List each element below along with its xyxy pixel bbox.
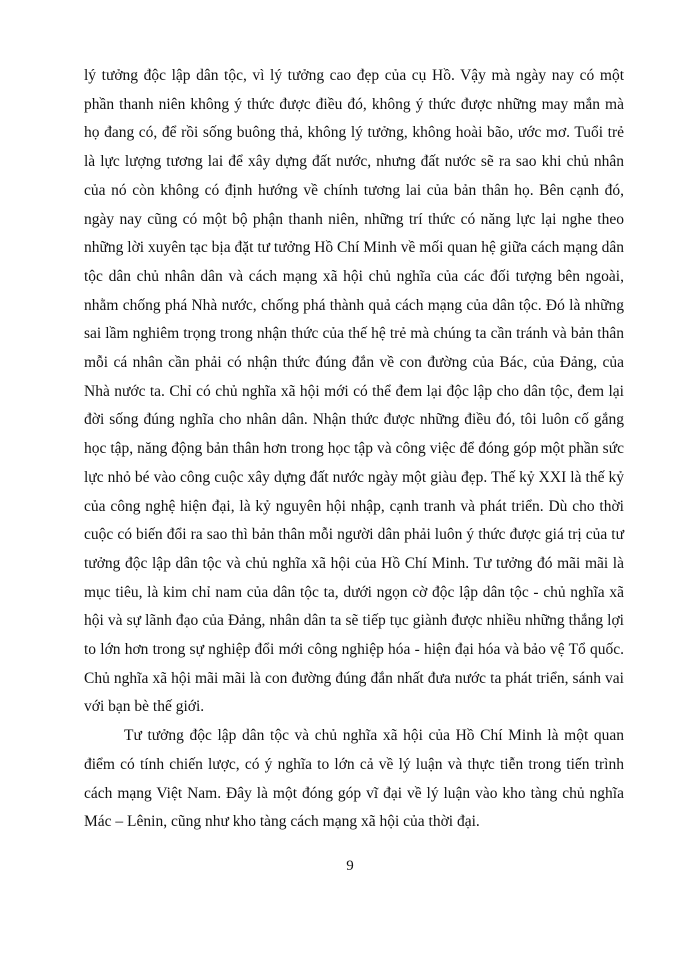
paragraph-1: lý tưởng độc lập dân tộc, vì lý tưởng cao đẹp của cụ Hồ. Vậy mà ngày nay có một phần thanh niên không ý thức được điều đó, không ý thức được những may mắn mà họ đang có, để rồi sống buông thả, không lý tưởng, không hoài bão, ước mơ. Tuổi trẻ là lực lượng tương lai để xây dựng đất nước, nhưng đất nước sẽ ra sao khi chủ nhân của nó còn không có định hướng về chính tương lai của bản thân họ. Bên cạnh đó, ngày nay cũng có một bộ phận thanh niên, những trí thức có năng lực lại nghe theo những lời xuyên tạc bịa đặt tư tưởng Hồ Chí Minh về mối quan hệ giữa cách mạng dân tộc dân chủ nhân dân và cách mạng xã hội chủ nghĩa của các đối tượng bên ngoài, nhằm chống phá Nhà nước, chống phá thành quả cách mạng của dân tộc. Đó là những sai lầm nghiêm trọng trong nhận thức của thế hệ trẻ mà chúng ta cần tránh và bản thân mỗi cá nhân cần phải có nhận thức đúng đắn về con đường của Bác, của Đảng, của Nhà nước ta. Chỉ có chủ nghĩa xã hội mới có thể đem lại độc lập cho dân tộc, đem lại đời sống đúng nghĩa cho nhân dân. Nhận thức được những điều đó, tôi luôn cố gắng học tập, năng động bản thân hơn trong học tập và công việc để đóng góp một phần sức lực nhỏ bé vào công cuộc xây dựng đất nước ngày một giàu đẹp. Thế kỷ XXI là thế kỷ của công nghệ hiện đại, là kỷ nguyên hội nhập, cạnh tranh và phát triển. Dù cho thời cuộc có biến đổi ra sao thì bản thân mỗi người dân phải luôn ý thức được giá trị của tư tưởng độc lập dân tộc và chủ nghĩa xã hội của Hồ Chí Minh. Tư tưởng đó mãi mãi là mục tiêu, là kim chỉ nam của dân tộc ta, dưới ngọn cờ độc lập dân tộc - chủ nghĩa xã hội và sự lãnh đạo của Đảng, nhân dân ta sẽ tiếp tục giành được nhiều những thắng lợi to lớn hơn trong sự nghiệp đổi mới công nghiệp hóa - hiện đại hóa và bảo vệ Tổ quốc. Chủ nghĩa xã hội mãi mãi là con đường đúng đắn nhất đưa nước ta phát triển, sánh vai với bạn bè thế giới. bbox=[84, 67, 624, 716]
paragraph-2: Tư tưởng độc lập dân tộc và chủ nghĩa xã hội của Hồ Chí Minh là một quan điểm có tính chiến lược, có ý nghĩa to lớn cả về lý luận và thực tiễn trong tiến trình cách mạng Việt Nam. Đây là một đóng góp vĩ đại về lý luận vào kho tàng chủ nghĩa Mác – Lênin, cũng như kho tàng cách mạng xã hội của thời đại. bbox=[84, 727, 624, 831]
body-text bbox=[84, 62, 624, 837]
page-number: 9 bbox=[346, 858, 354, 874]
